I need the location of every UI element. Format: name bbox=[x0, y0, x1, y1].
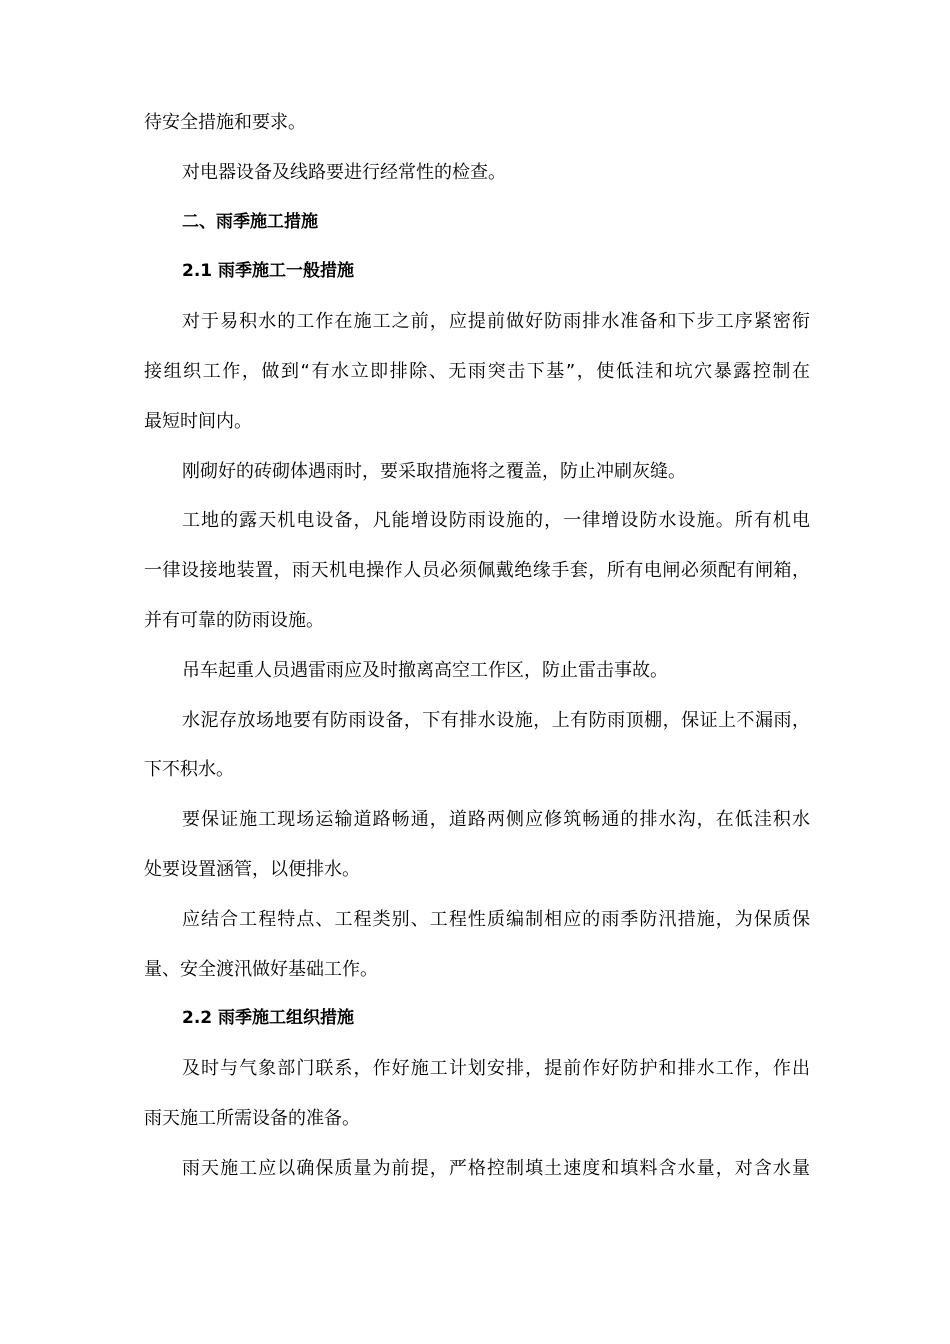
paragraph-line: 最短时间内。 bbox=[144, 410, 252, 432]
paragraph-line: 对于易积水的工作在施工之前，应提前做好防雨排水准备和下步工序紧密衔 bbox=[182, 311, 810, 333]
paragraph-line: 处要设置涵管，以便排水。 bbox=[144, 858, 360, 880]
document-page bbox=[144, 98, 810, 1194]
paragraph-line: 雨天施工应以确保质量为前提，严格控制填土速度和填料含水量，对含水量 bbox=[182, 1157, 810, 1179]
subsection-heading: 2.1 雨季施工一般措施 bbox=[182, 261, 355, 282]
paragraph-line: 量、安全渡汛做好基础工作。 bbox=[144, 958, 378, 980]
paragraph-line: 一律设接地装置，雨天机电操作人员必须佩戴绝缘手套，所有电闸必须配有闸箱， bbox=[144, 560, 810, 582]
section-heading: 二、雨季施工措施 bbox=[182, 211, 318, 232]
paragraph-line: 下不积水。 bbox=[144, 759, 234, 781]
paragraph-line: 要保证施工现场运输道路畅通，道路两侧应修筑畅通的排水沟，在低洼积水 bbox=[182, 809, 810, 831]
paragraph-line: 并有可靠的防雨设施。 bbox=[144, 609, 324, 631]
paragraph-line: 及时与气象部门联系，作好施工计划安排，提前作好防护和排水工作，作出 bbox=[182, 1058, 810, 1080]
paragraph-line: 雨天施工所需设备的准备。 bbox=[144, 1107, 360, 1129]
paragraph-line: 对电器设备及线路要进行经常性的检查。 bbox=[182, 161, 506, 183]
paragraph-line: 工地的露天机电设备，凡能增设防雨设施的，一律增设防水设施。所有机电 bbox=[182, 510, 810, 532]
paragraph-line: 待安全措施和要求。 bbox=[144, 112, 306, 133]
subsection-heading: 2.2 雨季施工组织措施 bbox=[182, 1008, 355, 1029]
paragraph-line: 刚砌好的砖砌体遇雨时，要采取措施将之覆盖，防止冲刷灰缝。 bbox=[182, 460, 686, 482]
paragraph-line: 应结合工程特点、工程类别、工程性质编制相应的雨季防汛措施，为保质保 bbox=[182, 908, 810, 930]
paragraph-line: 水泥存放场地要有防雨设备，下有排水设施，上有防雨顶棚，保证上不漏雨， bbox=[182, 709, 810, 731]
paragraph-line: 吊车起重人员遇雷雨应及时撤离高空工作区，防止雷击事故。 bbox=[182, 659, 668, 681]
paragraph-line: 接组织工作，做到“有水立即排除、无雨突击下基”，使低洼和坑穴暴露控制在 bbox=[144, 360, 810, 382]
